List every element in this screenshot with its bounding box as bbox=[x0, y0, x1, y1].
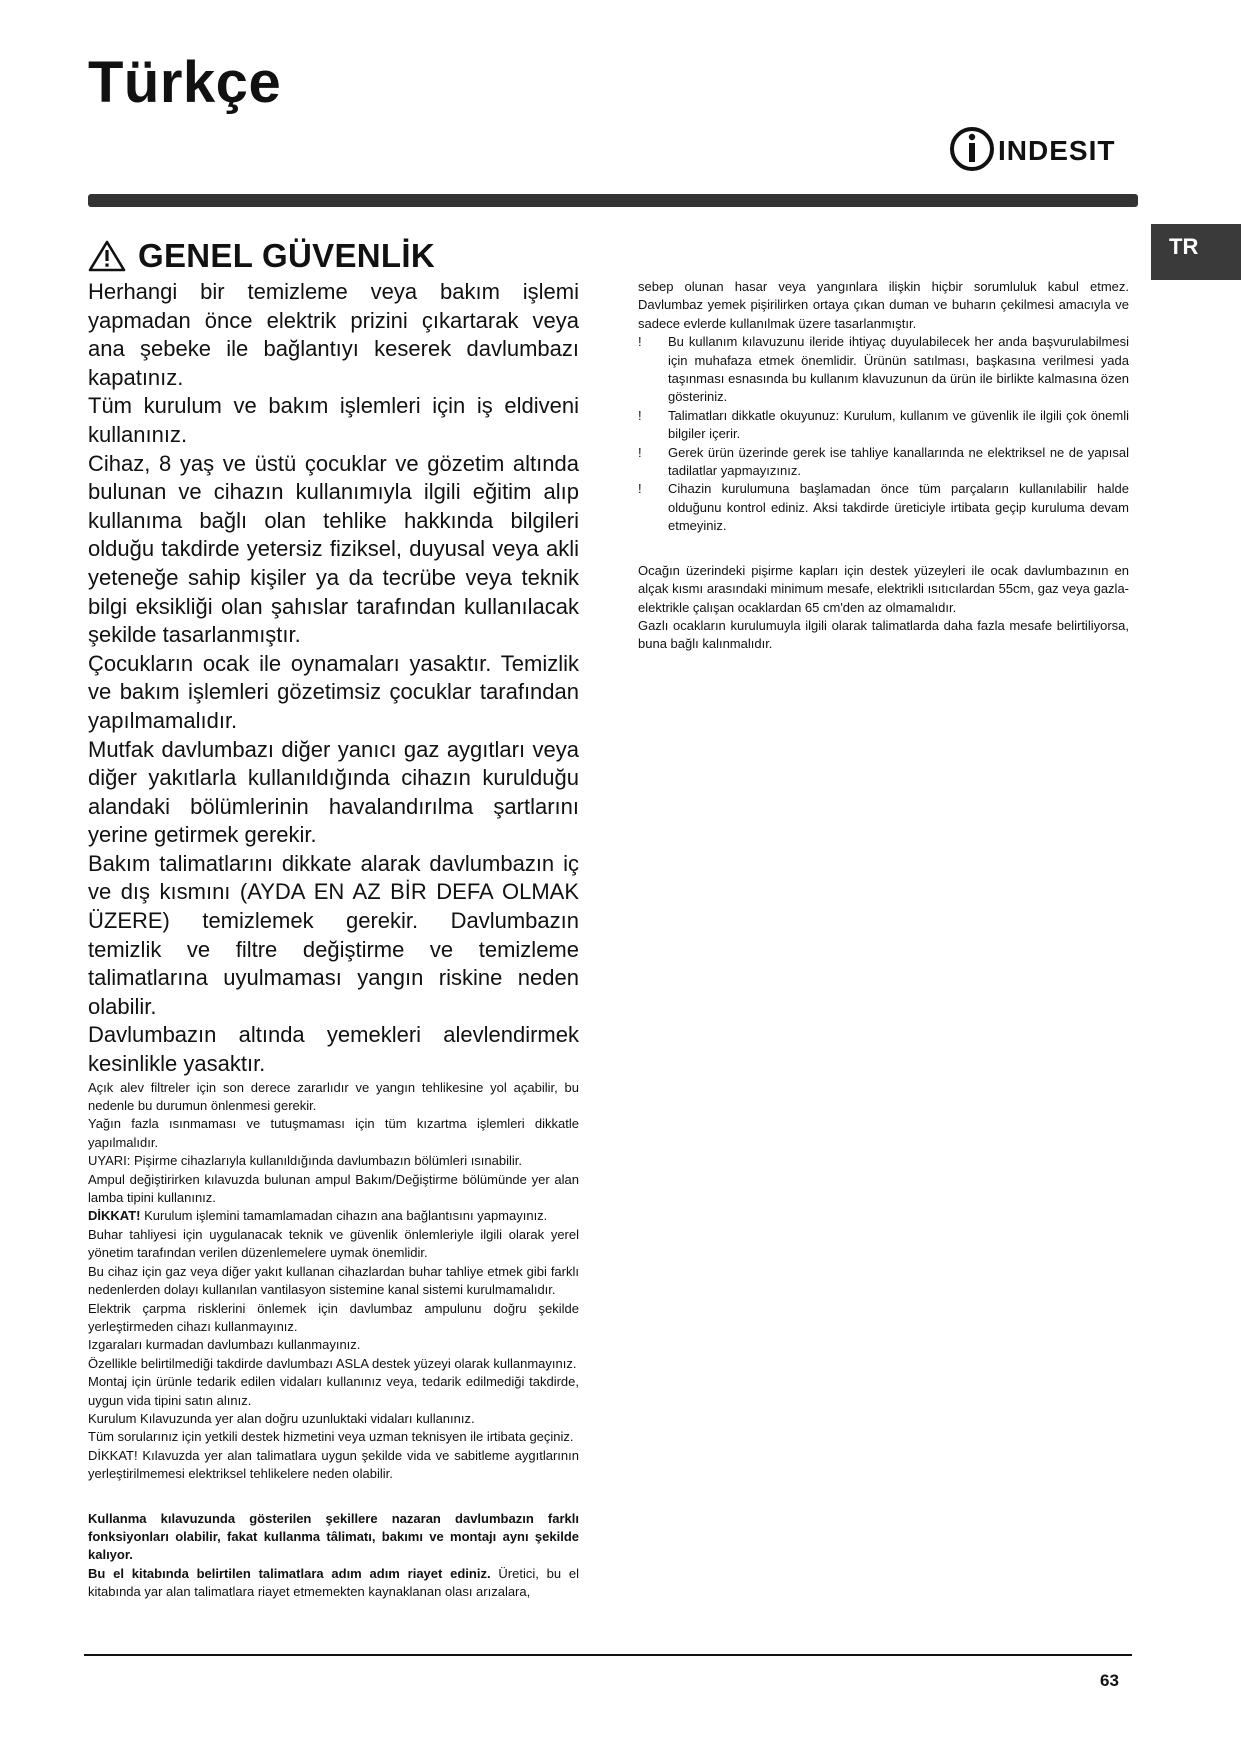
note-paragraph: Açık alev filtreler için son derece zararlıdır ve yangın tehlikesine yol açabilir, bu nedenle bu durumun önlenmesi gerekir. bbox=[88, 1079, 579, 1114]
dikkat-paragraph bbox=[88, 1207, 579, 1225]
intro-paragraph: sebep olunan hasar veya yangınlara ilişkin hiçbir sorumluluk kabul etmez. Davlumbaz yemek pişirilirken ortaya çıkan duman ve buharın çekilmesi amacıyla ve sadece evlerde kullanılmak üzere tasarlanmıştır. bbox=[638, 279, 1129, 331]
dikkat-text: Kurulum işlemini tamamlamadan cihazın ana bağlantısını yapmayınız. bbox=[140, 1208, 548, 1224]
bullet-mark: ! bbox=[638, 407, 642, 423]
closing-bold: Bu el kitabında belirtilen talimatlara adım adım riayet ediniz. bbox=[88, 1565, 491, 1581]
top-divider bbox=[88, 194, 1138, 207]
safety-paragraph: Çocukların ocak ile oynamaları yasaktır. Temizlik ve bakım işlemleri gözetimsiz çocuklar tarafından yapılmamalıdır. bbox=[88, 650, 579, 733]
language-tab: TR bbox=[1151, 224, 1241, 280]
bullet-text: Cihazin kurulumuna başlamadan önce tüm parçaların kullanılabilir halde olduğunu kontrol ediniz. Aksi takdirde üreticiyle irtibata geçip kuruluma devam etmeyiniz. bbox=[668, 481, 1129, 534]
warning-triangle-icon bbox=[88, 240, 126, 272]
bullet-mark: ! bbox=[638, 481, 642, 497]
note-paragraph: Montaj için ürünle tedarik edilen vidaları kullanınız veya, tedarik edilmediği takdirde, uygun vida tipini satın alınız. bbox=[88, 1374, 579, 1408]
bold-note bbox=[88, 1510, 579, 1565]
note-paragraph: Yağın fazla ısınmaması ve tutuşmaması için tüm kızartma işlemleri dikkatle yapılmalıdır. bbox=[88, 1116, 579, 1150]
note-paragraph: Kurulum Kılavuzunda yer alan doğru uzunluktaki vidaları kullanınız. bbox=[88, 1410, 475, 1426]
distance-paragraph: Ocağın üzerindeki pişirme kapları için destek yüzeyleri ile ocak davlumbazının en alçak kısmı arasındaki minimum mesafe, elektrikli ısıtıcılardan 55cm, gaz veya gazla-elektrikle çalışan ocaklardan 65 cm'den az olmamalıdır. bbox=[638, 562, 1129, 615]
list-item bbox=[638, 333, 1129, 407]
section-heading-text: GENEL GÜVENLİK bbox=[138, 237, 435, 274]
safety-paragraph: Davlumbazın altında yemekleri alevlendirmek kesinlikle yasaktır. bbox=[88, 1022, 579, 1077]
safety-paragraph: Bakım talimatlarını dikkate alarak davlumbazın iç ve dış kısmını (AYDA EN AZ BİR DEFA OLMAK ÜZERE) temizlemek gerekir. Davlumbazın temizlik ve filtre değiştirme ve temizleme talimatlarına uyulmaması yangın riskine neden olabilir. bbox=[88, 850, 579, 1019]
safety-paragraph: Tüm kurulum ve bakım işlemleri için iş eldiveni kullanınız. bbox=[88, 393, 579, 447]
note-paragraph: Özellikle belirtilmediği takdirde davlumbazı ASLA destek yüzeyi olarak kullanmayınız. bbox=[88, 1355, 577, 1371]
bullet-text: Bu kullanım kılavuzunu ileride ihtiyaç duyulabilecek her anda başvurulabilmesi için muhafaza etmek önemlidir. Ürünün satılması, başkasına verilmesi yada taşınması esnasında bu kullanım klavuzunun da ürün ile birlikte kalmasına özen gösteriniz. bbox=[668, 334, 1129, 405]
list-item bbox=[638, 480, 1129, 535]
safety-paragraph: Mutfak davlumbazı diğer yanıcı gaz aygıtları veya diğer yakıtlarla kullanıldığında cihazın kurulduğu alandaki bölümlerinin havalandırılma şartlarını yerine getirmek gerekir. bbox=[88, 736, 579, 848]
list-item bbox=[638, 407, 1129, 444]
note-paragraph: Bu cihaz için gaz veya diğer yakıt kullanan cihazlardan buhar tahliye etmek gibi farklı nedenlerden dolayı kullanılan vantilasyon sistemine kanal sistemi kurulmamalıdır. bbox=[88, 1263, 579, 1298]
safety-paragraph: Herhangi bir temizleme veya bakım işlemi yapmadan önce elektrik prizini çıkartarak veya ana şebeke ile bağlantıyı keserek davlumbazı kapatınız. bbox=[88, 279, 579, 390]
bullet-mark: ! bbox=[638, 444, 642, 460]
note-paragraph: DİKKAT! Kılavuzda yer alan talimatlara uygun şekilde vida ve sabitleme aygıtlarının yerleştirilmemesi elektriksel tehlikelere neden olabilir. bbox=[88, 1447, 579, 1482]
note-paragraph: Elektrik çarpma risklerini önlemek için davlumbaz ampulunu doğru şekilde yerleştirmeden cihazı kullanmayınız. bbox=[88, 1300, 579, 1334]
brand-name: INDESIT bbox=[998, 135, 1116, 166]
list-item bbox=[638, 444, 1129, 481]
distance-paragraph: Gazlı ocakların kurulumuyla ilgili olarak talimatlarda daha fazla mesafe belirtiliyorsa, buna bağlı kalınmalıdır. bbox=[638, 617, 1129, 652]
right-column bbox=[638, 278, 1129, 654]
note-paragraph: Buhar tahliyesi için uygulanacak teknik ve güvenlik önlemleriyle ilgili olarak yerel yönetim tarafından verilen düzenlemelere uymak önemlidir. bbox=[88, 1226, 579, 1261]
bottom-divider bbox=[84, 1654, 1132, 1656]
note-paragraph: Izgaraları kurmadan davlumbazı kullanmayınız. bbox=[88, 1337, 361, 1353]
page-title: Türkçe bbox=[88, 50, 282, 115]
note-paragraph: Ampul değiştirirken kılavuzda bulunan ampul Bakım/Değiştirme bölümünde yer alan lamba tipini kullanınız. bbox=[88, 1171, 579, 1206]
section-heading bbox=[88, 238, 579, 274]
dikkat-label: DİKKAT! bbox=[88, 1208, 141, 1224]
page-number: 63 bbox=[1100, 1671, 1119, 1690]
indesit-logo bbox=[948, 124, 1130, 174]
closing-paragraph bbox=[88, 1565, 579, 1602]
bullet-mark: ! bbox=[638, 334, 642, 350]
safety-paragraph: Cihaz, 8 yaş ve üstü çocuklar ve gözetim altında bulunan ve cihazın kullanımıyla ilgili eğitim alıp kullanıma bağlı olan tehlike hakkında bilgileri olduğu takdirde yetersiz fiziksel, duyusal veya akli yeteneğe sahip kişiler ya da tecrübe veya teknik bilgi eksikliği olan şahıslar tarafından kullanılacak şekilde tasarlanmıştır. bbox=[88, 450, 579, 648]
bullet-text: Talimatları dikkatle okuyunuz: Kurulum, kullanım ve güvenlik ile ilgili çok önemli bilgiler içerir. bbox=[668, 407, 1129, 442]
note-paragraph: UYARI: Pişirme cihazlarıyla kullanıldığında davlumbazın bölümleri ısınabilir. bbox=[88, 1153, 523, 1169]
closing-text: Üretici, bu el kitabında yar alan talimatlara riayet etmemekten kaynaklanan olası arızalara, bbox=[88, 1565, 579, 1600]
bullet-text: Gerek ürün üzerinde gerek ise tahliye kanallarında ne elektriksel ne de yapısal tadilatlar yapmayızınız. bbox=[668, 444, 1129, 479]
bold-note-text: Kullanma kılavuzunda gösterilen şekillere nazaran davlumbazın farklı fonksiyonları olabilir, fakat kullanma tâlimatı, bakımı ve montajı aynı şekilde kalıyor. bbox=[88, 1510, 579, 1563]
note-paragraph: Tüm sorularınız için yetkili destek hizmetini veya uzman teknisyen ile irtibata geçiniz. bbox=[88, 1429, 574, 1445]
left-column bbox=[88, 238, 579, 1602]
